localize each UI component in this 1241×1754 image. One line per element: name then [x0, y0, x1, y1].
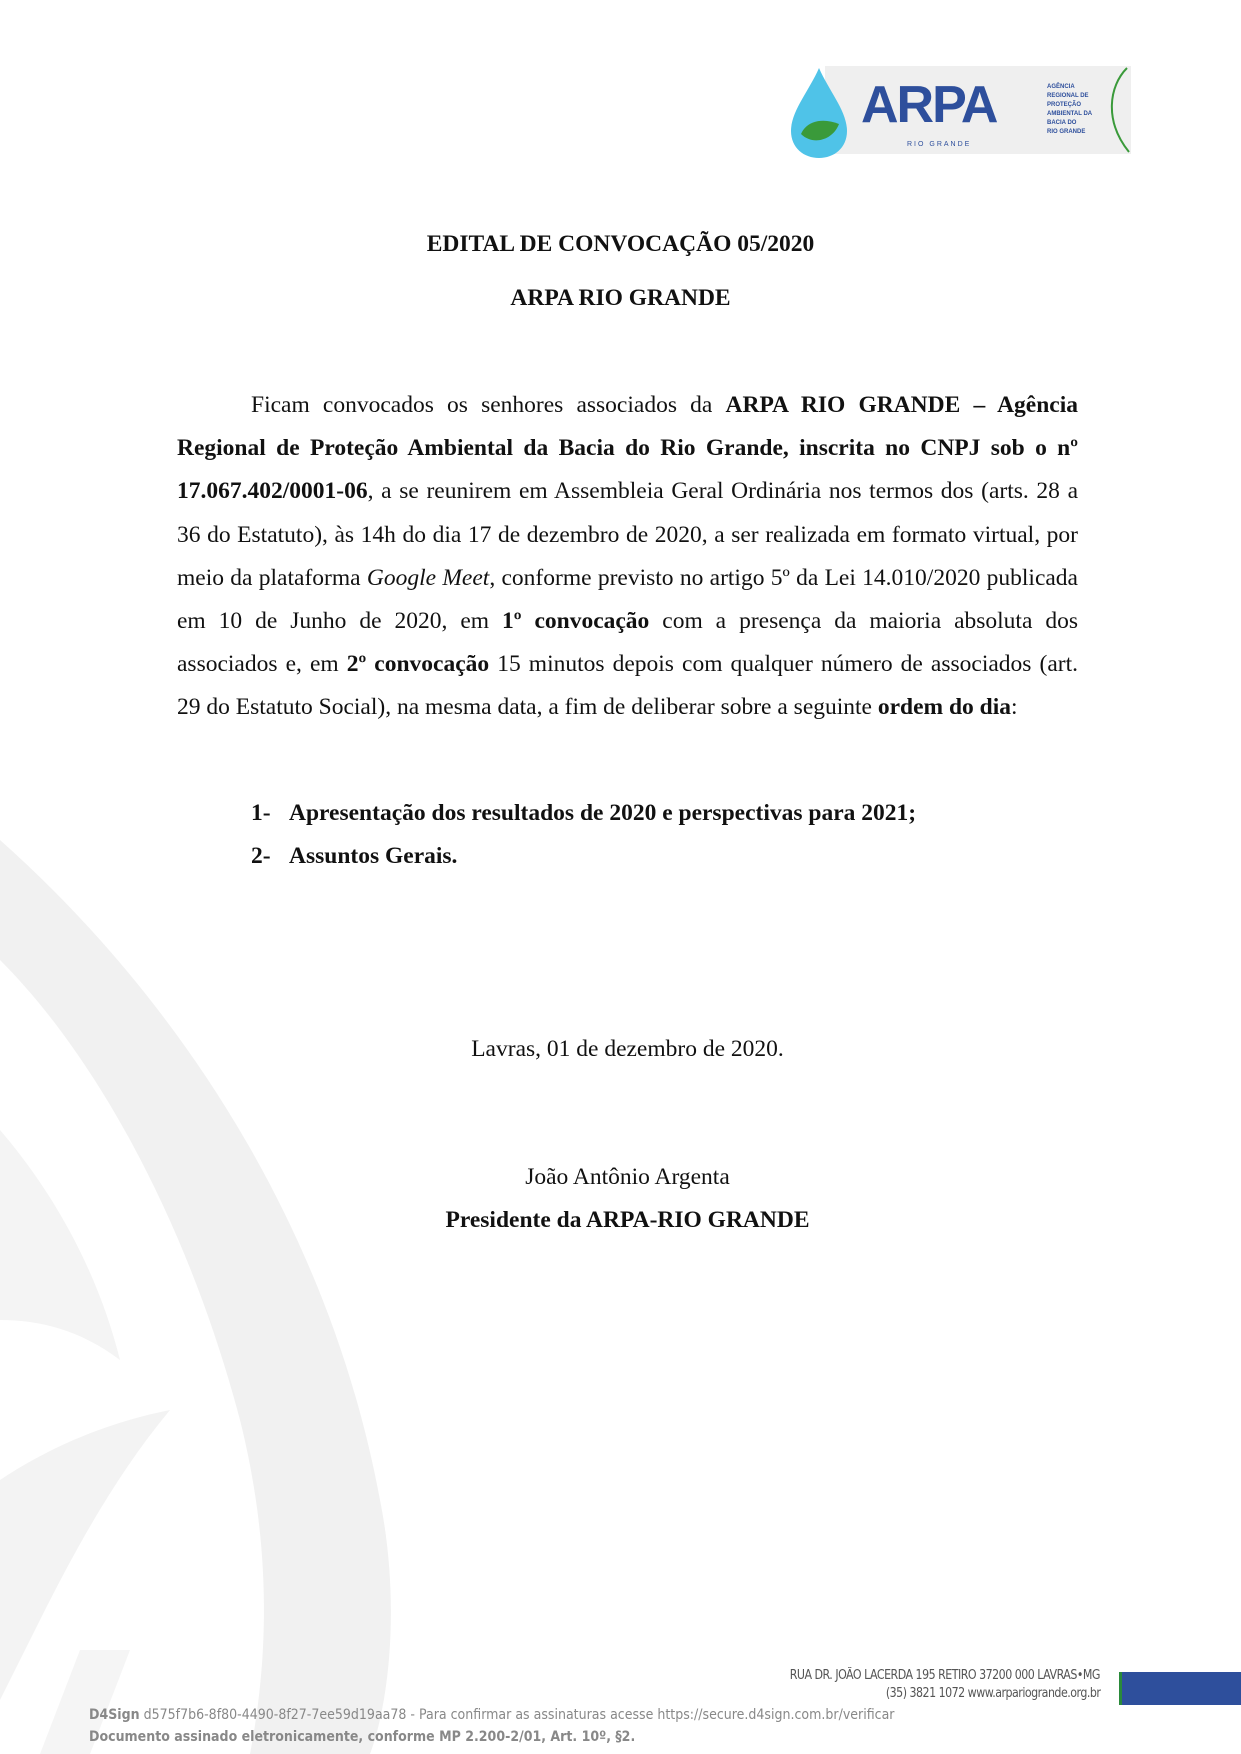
- svg-text:REGIONAL DE: REGIONAL DE: [1047, 93, 1089, 99]
- svg-text:RIO GRANDE: RIO GRANDE: [907, 141, 972, 148]
- svg-text:PROTEÇÃO: PROTEÇÃO: [1047, 102, 1082, 108]
- document-title: EDITAL DE CONVOCAÇÃO 05/2020: [426, 231, 815, 257]
- signed-note: Documento assinado eletronicamente, conforme MP 2.200-2/01, Art. 10º, §2.: [89, 1729, 636, 1745]
- agenda-item: 2- Assuntos Gerais.: [251, 843, 458, 869]
- svg-text:BACIA DO: BACIA DO: [1047, 120, 1077, 126]
- svg-text:ARPA: ARPA: [861, 76, 997, 134]
- agenda-item: 1- Apresentação dos resultados de 2020 e perspectivas para 2021;: [251, 800, 917, 826]
- convocation-paragraph: Ficam convocados os senhores associados da ARPA RIO GRANDE – Agência Regional de Proteção Ambiental da Bacia do Rio Grande, inscrita no CNPJ sob o nº 17.067.402/0001-06, a se reunirem em Assembleia Geral Ordinária nos termos dos (arts. 28 a 36 do Estatuto), às 14h do dia 17 de dezembro de 2020, a ser realizada em formato virtual, por meio da plataforma Google Meet, conforme previsto no artigo 5º da Lei 14.010/2020 publicada em 10 de Junho de 2020, em 1º convocação com a presença da maioria absoluta dos associados e, em 2º convocação 15 minutos depois com qualquer número de associados (art. 29 do Estatuto Social), na mesma data, a fim de deliberar sobre a seguinte ordem do dia:: [177, 392, 1079, 721]
- signer-name: João Antônio Argenta: [525, 1164, 730, 1190]
- d4sign-verification: D4Sign d575f7b6-8f80-4490-8f27-7ee59d19aa78 - Para confirmar as assinaturas acesse https://secure.d4sign.com.br/verificar: [89, 1707, 895, 1723]
- footer-color-block: [1119, 1672, 1241, 1705]
- svg-text:AGÊNCIA: AGÊNCIA: [1047, 84, 1075, 90]
- footer-contact: (35) 3821 1072 www.arpariogrande.org.br: [885, 1686, 1100, 1701]
- signer-role: Presidente da ARPA-RIO GRANDE: [445, 1207, 810, 1233]
- arpa-logo: [789, 66, 1131, 158]
- svg-text:RIO GRANDE: RIO GRANDE: [1047, 129, 1086, 135]
- svg-text:AMBIENTAL DA: AMBIENTAL DA: [1047, 111, 1093, 117]
- place-date: Lavras, 01 de dezembro de 2020.: [471, 1036, 784, 1062]
- footer-address: RUA DR. JOÃO LACERDA 195 RETIRO 37200 000 LAVRAS•MG: [789, 1668, 1100, 1683]
- document-subtitle: ARPA RIO GRANDE: [510, 285, 731, 311]
